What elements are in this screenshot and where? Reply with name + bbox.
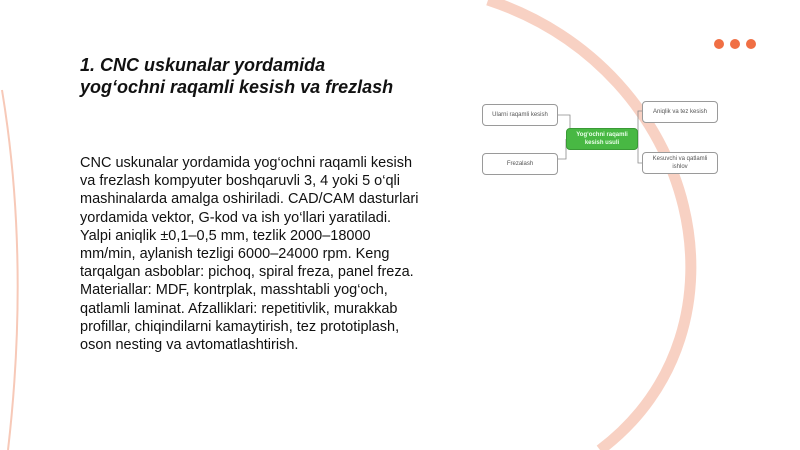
slide-title-line1: 1. CNC uskunalar yordamida	[80, 55, 326, 75]
mindmap-node-center: Yog‘ochni raqamli kesish usuli	[566, 128, 638, 150]
dot-3	[746, 39, 756, 49]
decorative-dots	[714, 39, 756, 49]
slide-body-text: CNC uskunalar yordamida yog‘ochni raqamli kesish va frezlash kompyuter boshqaruvli 3, 4 yoki 5 o‘qli mashinalarda amalga oshiriladi. CAD/CAM dasturlari yordamida vektor, G-kod va ish yo‘llari yaratiladi. Yalpi aniqlik ±0,1–0,5 mm, tezlik 2000–18000 mm/min, aylanish tezligi 6000–24000 rpm. Keng tarqalgan asboblar: pichoq, spiral freza, panel freza. Materiallar: MDF, kontrplak, masshtabli yog‘och, qatlamli laminat. Afzalliklari: repetitivlik, murakkab profillar, chiqindilarni kamaytirish, tez prototiplash, oson nesting va avtomatlashtirish.	[80, 155, 419, 354]
mindmap-node-bottom-right: Kesuvchi va qatlamli ishlov	[642, 152, 718, 174]
slide-title-line2: yog‘ochni raqamli kesish va frezlash	[80, 77, 394, 97]
mindmap-node-top-right: Aniqlik va tez kesish	[642, 101, 718, 123]
dot-2	[730, 39, 740, 49]
mindmap-node-top-left: Ularni raqamli kesish	[482, 104, 558, 126]
mindmap	[478, 95, 723, 185]
dot-1	[714, 39, 724, 49]
mindmap-node-bottom-left: Frezalash	[482, 153, 558, 175]
slide-title	[80, 54, 460, 98]
